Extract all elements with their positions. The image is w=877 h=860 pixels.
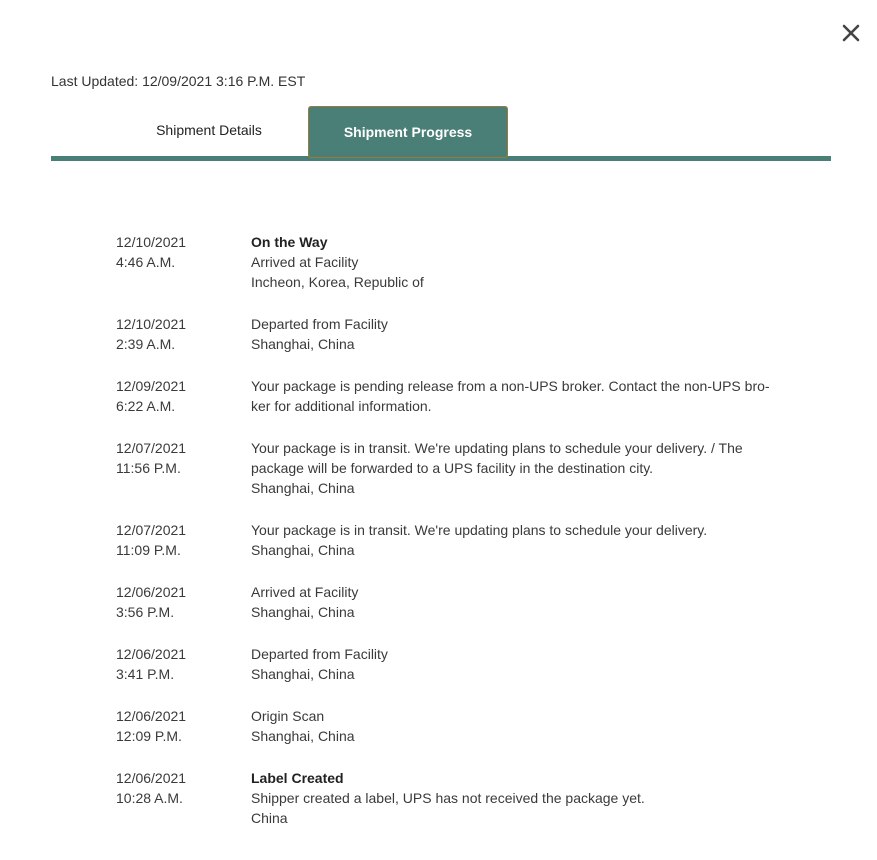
- event-date: 12/10/2021: [116, 316, 187, 332]
- event-description-line: Arrived at Facility: [251, 584, 359, 600]
- event-datetime: [116, 232, 251, 292]
- event-details: [251, 314, 771, 354]
- event-description-line: Shanghai, China: [251, 542, 355, 558]
- event-description-line: Incheon, Korea, Republic of: [251, 274, 424, 290]
- close-icon: [838, 20, 864, 46]
- event-details: [251, 438, 771, 498]
- event-date: 12/10/2021: [116, 234, 187, 250]
- event-date: 12/07/2021: [116, 522, 187, 538]
- progress-event: [116, 768, 796, 828]
- event-description-line: Shanghai, China: [251, 480, 355, 496]
- event-time: 3:56 P.M.: [116, 604, 175, 620]
- event-time: 11:56 P.M.: [116, 460, 181, 476]
- event-description-line: Shanghai, China: [251, 666, 355, 682]
- event-description-line: Departed from Facility: [251, 646, 388, 662]
- event-headline: Label Created: [251, 770, 344, 786]
- last-updated-label: Last Updated:: [51, 73, 139, 89]
- event-description-line: Origin Scan: [251, 708, 325, 724]
- progress-event: [116, 438, 796, 498]
- event-datetime: [116, 438, 251, 498]
- progress-event: [116, 376, 796, 416]
- event-datetime: [116, 520, 251, 560]
- event-date: 12/06/2021: [116, 646, 187, 662]
- event-description-line: Departed from Facility: [251, 316, 388, 332]
- event-time: 4:46 A.M.: [116, 254, 176, 270]
- event-description-line: China: [251, 810, 288, 826]
- progress-event: [116, 644, 796, 684]
- event-datetime: [116, 314, 251, 354]
- event-description-line: Shanghai, China: [251, 728, 355, 744]
- progress-list: [116, 232, 796, 850]
- event-description-line: Your package is in transit. We're updating plans to schedule your delivery.: [251, 522, 708, 538]
- tab-shipment-details[interactable]: Shipment Details: [156, 121, 262, 138]
- event-description-line: Shipper created a label, UPS has not received the package yet.: [251, 790, 645, 806]
- event-headline: On the Way: [251, 234, 328, 250]
- event-time: 11:09 P.M.: [116, 542, 181, 558]
- event-details: [251, 768, 771, 828]
- event-time: 12:09 P.M.: [116, 728, 182, 744]
- progress-event: [116, 232, 796, 292]
- event-description-line: package will be forwarded to a UPS facility in the destination city.: [251, 460, 654, 476]
- event-datetime: [116, 644, 251, 684]
- last-updated: [51, 73, 305, 89]
- event-time: 3:41 P.M.: [116, 666, 175, 682]
- event-time: 10:28 A.M.: [116, 790, 183, 806]
- event-date: 12/07/2021: [116, 440, 187, 456]
- event-details: [251, 376, 771, 416]
- close-button[interactable]: [838, 20, 864, 46]
- event-description-line: Your package is in transit. We're updating plans to schedule your delivery. / The: [251, 440, 743, 456]
- event-details: [251, 706, 771, 746]
- event-datetime: [116, 768, 251, 828]
- tab-bar: [51, 106, 831, 161]
- event-description-line: Shanghai, China: [251, 336, 355, 352]
- progress-event: [116, 520, 796, 560]
- event-description-line: Arrived at Facility: [251, 254, 359, 270]
- event-details: [251, 582, 771, 622]
- event-description-line: ker for additional information.: [251, 398, 432, 414]
- last-updated-value: 12/09/2021 3:16 P.M. EST: [142, 73, 306, 89]
- event-description-line: Your package is pending release from a non-UPS broker. Contact the non-UPS bro-: [251, 378, 770, 394]
- event-details: [251, 644, 771, 684]
- event-date: 12/09/2021: [116, 378, 187, 394]
- event-details: [251, 232, 771, 292]
- event-date: 12/06/2021: [116, 584, 187, 600]
- event-time: 2:39 A.M.: [116, 336, 176, 352]
- event-datetime: [116, 582, 251, 622]
- event-time: 6:22 A.M.: [116, 398, 176, 414]
- progress-event: [116, 706, 796, 746]
- progress-event: [116, 314, 796, 354]
- event-date: 12/06/2021: [116, 708, 187, 724]
- event-description-line: Shanghai, China: [251, 604, 355, 620]
- tab-shipment-progress[interactable]: Shipment Progress: [308, 106, 508, 158]
- event-date: 12/06/2021: [116, 770, 187, 786]
- event-details: [251, 520, 771, 560]
- progress-event: [116, 582, 796, 622]
- event-datetime: [116, 376, 251, 416]
- event-datetime: [116, 706, 251, 746]
